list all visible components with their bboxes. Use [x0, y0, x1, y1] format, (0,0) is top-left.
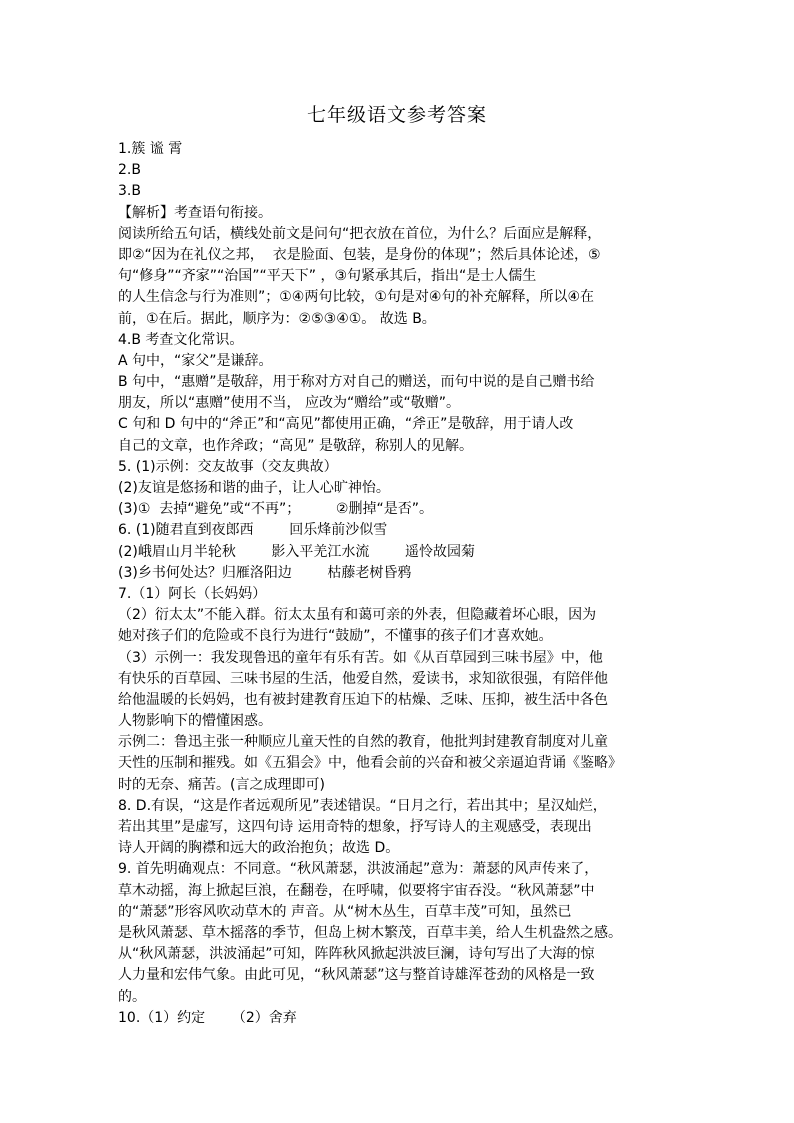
page-title: 七年级语文参考答案 — [306, 104, 487, 126]
text-line: 【解析】考查语句衔接。 — [118, 204, 272, 221]
text-line: 即②“因为在礼仪之邦， 衣是脸面、包装，是身份的体现”；然后具体论述，⑤ — [118, 246, 601, 263]
text-line: 8. D.有误，“这是作者远观所见”表述错误。“日月之行，若出其中；星汉灿烂， — [118, 797, 607, 814]
text-line: 10.（1）约定 （2）舍弃 — [118, 1009, 297, 1026]
text-line: (3)乡书何处达？归雁洛阳边 枯藤老树昏鸦 — [118, 564, 412, 581]
text-line: B 句中，“惠赠”是敬辞，用于称对方对自己的赠送，而句中说的是自己赠书给 — [118, 374, 595, 391]
text-line: 句“修身”“齐家”“治国”“平天下” ，③句紧承其后，指出“是士人儒生 — [118, 268, 537, 285]
text-line: 她对孩子们的危险或不良行为进行“鼓励”，不懂事的孩子们才喜欢她。 — [118, 628, 553, 645]
text-line: 6. (1)随君直到夜郎西 回乐烽前沙似雪 — [118, 522, 388, 539]
text-line: 阅读所给五句话，横线处前文是问句“把衣放在首位，为什么？后面应是解释， — [118, 225, 602, 242]
text-line: 2.B — [118, 162, 141, 179]
text-line: 天性的压制和摧残。如《五猖会》中，他看会前的兴奋和被父亲逼迫背诵《鉴略》 — [118, 755, 622, 772]
text-line: 人物影响下的懵懂困惑。 — [118, 713, 272, 730]
text-line: （3）示例一：我发现鲁迅的童年有乐有苦。如《从百草园到三味书屋》中，他 — [118, 649, 603, 666]
text-line: 的。 — [118, 988, 146, 1005]
text-line: A 句中，“家父”是谦辞。 — [118, 352, 273, 369]
text-line: 人力量和宏伟气象。由此可见，“秋风萧瑟”这与整首诗雄浑苍劲的风格是一致 — [118, 967, 595, 984]
text-line: 草木动摇，海上掀起巨浪，在翻卷，在呼啸，似要将宇宙吞没。“秋风萧瑟”中 — [118, 882, 595, 899]
text-line: 5. (1)示例：交友故事（交友典故） — [118, 458, 338, 475]
text-line: 3.B — [118, 183, 141, 200]
text-line: 给他温暖的长妈妈，也有被封建教育压迫下的枯燥、乏味、压抑，被生活中各色 — [118, 691, 608, 708]
text-line: 4.B 考查文化常识。 — [118, 331, 244, 348]
text-line: (3)① 去掉“避免”或“不再”； ②删掉“是否”。 — [118, 501, 433, 518]
text-line: 诗人开阔的胸襟和远大的政治抱负；故选 D。 — [118, 840, 400, 857]
text-line: 时的无奈、痛苦。(言之成理即可) — [118, 776, 325, 793]
text-line: 有快乐的百草园、三味书屋的生活，他爱自然，爱读书，求知欲很强，有陪伴他 — [118, 670, 608, 687]
text-line: 若出其里”是虚写，这四句诗 运用奇特的想象，抒写诗人的主观感受，表现出 — [118, 819, 592, 835]
answer-body — [118, 139, 678, 1029]
text-line: (2)峨眉山月半轮秋 影入平羌江水流 遥怜故园菊 — [118, 543, 476, 560]
text-line: 9. 首先明确观点：不同意。“秋风萧瑟，洪波涌起”意为：萧瑟的风声传来了， — [118, 861, 599, 878]
text-line: 自己的文章，也作斧政；“高见” 是敬辞，称别人的见解。 — [118, 437, 473, 454]
text-line: C 句和 D 句中的“斧正”和“高见”都使用正确，“斧正”是敬辞，用于请人改 — [118, 416, 574, 433]
text-line: 1.簇 谧 霄 — [118, 141, 183, 157]
text-line: 是秋风萧瑟、草木摇落的季节，但岛上树木繁茂，百草丰美，给人生机盎然之感。 — [118, 924, 622, 941]
text-line: 从“秋风萧瑟，洪波涌起”可知，阵阵秋风掀起洪波巨澜，诗句写出了大海的惊 — [118, 946, 595, 963]
text-line: 的“萧瑟”形容风吹动草木的 声音。从“树木丛生，百草丰茂”可知，虽然已 — [118, 903, 572, 920]
text-line: （2）衍太太”不能入群。衍太太虽有和蔼可亲的外表，但隐藏着坏心眼，因为 — [118, 607, 597, 624]
text-line: 的人生信念与行为准则”；①④两句比较，①句是对④句的补充解释，所以④在 — [118, 289, 595, 306]
text-line: 朋友，所以“惠赠”使用不当， 应改为“赠给”或“敬赠”。 — [118, 395, 460, 412]
text-line: 7.（1）阿长（长妈妈） — [118, 585, 267, 602]
text-line: 示例二：鲁迅主张一种顺应儿童天性的自然的教育，他批判封建教育制度对儿童 — [118, 734, 608, 751]
text-line: 前，①在后。据此，顺序为：②⑤③④①。 故选 B。 — [118, 310, 436, 327]
text-line: (2)友谊是悠扬和谐的曲子，让人心旷神怡。 — [118, 480, 390, 496]
